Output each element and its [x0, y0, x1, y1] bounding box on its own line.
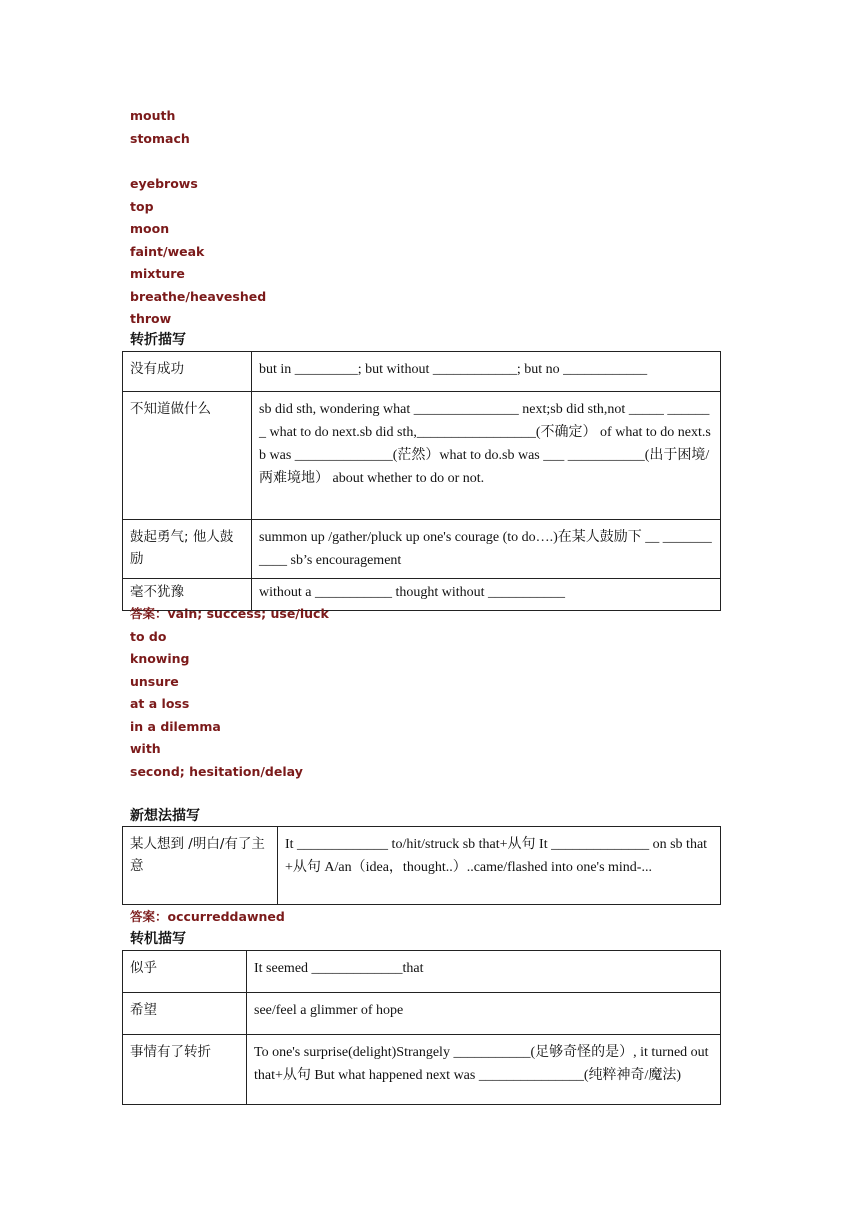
answer-line: to do	[130, 629, 167, 644]
row-label: 事情有了转折	[123, 1035, 247, 1105]
answer-line: in a dilemma	[130, 719, 221, 734]
answer-line: eyebrows	[130, 176, 198, 191]
answer-line: second; hesitation/delay	[130, 764, 303, 779]
answer-line: breathe/heaveshed	[130, 289, 267, 304]
turnaround-table	[122, 950, 721, 1105]
answer-line: with	[130, 741, 161, 756]
answer-line: stomach	[130, 131, 190, 146]
section-heading: 转机描写	[130, 931, 186, 947]
section-heading: 新想法描写	[130, 808, 200, 824]
answer-line: 答案：vain; success; use/luck	[130, 606, 329, 621]
table-row	[123, 520, 721, 579]
row-label: 某人想到 /明白/有了主意	[123, 827, 278, 905]
row-label: 希望	[123, 993, 247, 1035]
answer-line: throw	[130, 311, 172, 326]
row-content: summon up /gather/pluck up one's courage (to do….)在某人鼓励下 __ ___________ sb’s encouragement	[252, 520, 721, 579]
table-row	[123, 1035, 721, 1105]
turning-table	[122, 351, 721, 611]
table-row	[123, 993, 721, 1035]
table-row	[123, 352, 721, 392]
new-idea-table	[122, 826, 721, 905]
answer-line: unsure	[130, 674, 179, 689]
row-label: 没有成功	[123, 352, 252, 392]
answer-line: mixture	[130, 266, 185, 281]
row-label: 鼓起勇气; 他人鼓励	[123, 520, 252, 579]
answer-line: at a loss	[130, 696, 190, 711]
answer-line: faint/weak	[130, 244, 205, 259]
answer-line: mouth	[130, 108, 176, 123]
row-content: see/feel a glimmer of hope	[247, 993, 721, 1035]
table-row	[123, 392, 721, 520]
row-label: 不知道做什么	[123, 392, 252, 520]
table-row	[123, 827, 721, 905]
row-content: without a ___________ thought without ___________	[252, 579, 721, 611]
row-content: To one's surprise(delight)Strangely ___________(足够奇怪的是）, it turned out that+从句 But what happened next was _______________(纯粹神奇/魔法)	[247, 1035, 721, 1105]
table-row	[123, 951, 721, 993]
row-label: 似乎	[123, 951, 247, 993]
answer-line: knowing	[130, 651, 190, 666]
answer-line: top	[130, 199, 154, 214]
row-content: sb did sth, wondering what _______________ next;sb did sth,not _____ _______ what to do next.sb did sth,_________________(不确定） of what to do next.sb was ______________(茫然）what to do.sb was ___ ___________(出于困境/两难境地） about whether to do or not.	[252, 392, 721, 520]
answer-line: moon	[130, 221, 170, 236]
row-content: It _____________ to/hit/struck sb that+从句 It ______________ on sb that+从句 A/an（idea，thought..）..came/flashed into one's mind-...	[278, 827, 721, 905]
row-content: It seemed _____________that	[247, 951, 721, 993]
answer-line: 答案：occurreddawned	[130, 909, 285, 924]
section-heading: 转折描写	[130, 332, 186, 348]
row-label: 毫不犹豫	[123, 579, 252, 611]
row-content: but in _________; but without ____________; but no ____________	[252, 352, 721, 392]
